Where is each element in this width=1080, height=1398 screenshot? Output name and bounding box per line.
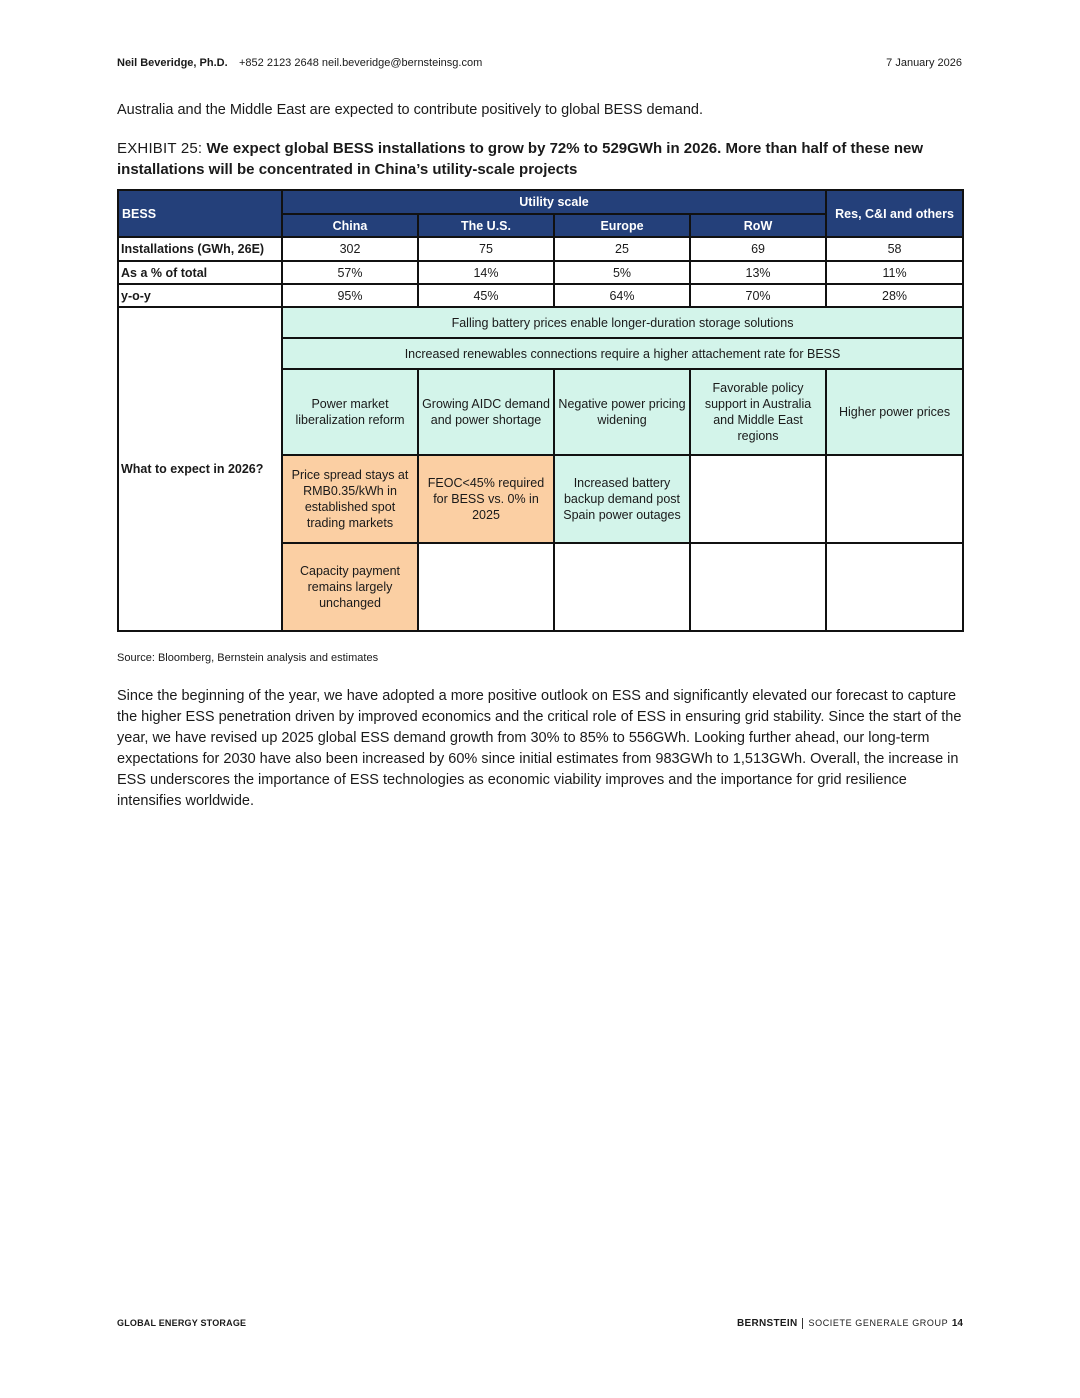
- author-contact[interactable]: +852 2123 2648 neil.beveridge@bernsteinsg.com: [239, 57, 483, 69]
- bess-table: [117, 189, 964, 632]
- col-header-row: RoW: [690, 214, 826, 237]
- table-cell: 75: [418, 237, 554, 261]
- table-corner-header: BESS: [118, 190, 282, 237]
- driver-cell-europe: Increased battery backup demand post Spain power outages: [554, 455, 690, 543]
- empty-cell: [690, 455, 826, 543]
- empty-cell: [826, 543, 963, 631]
- table-cell: 57%: [282, 261, 418, 284]
- table-cell: 95%: [282, 284, 418, 307]
- driver-cell-row: Favorable policy support in Australia and Middle East regions: [690, 369, 826, 455]
- utility-scale-header: Utility scale: [282, 190, 826, 214]
- row-label: Installations (GWh, 26E): [118, 237, 282, 261]
- empty-cell: [826, 455, 963, 543]
- page-number: 14: [951, 1318, 963, 1329]
- source-note: Source: Bloomberg, Bernstein analysis and estimates: [117, 652, 379, 664]
- expect-label: What to expect in 2026?: [118, 307, 282, 631]
- exhibit-label: EXHIBIT 25:: [117, 140, 203, 157]
- bernstein-logo: BERNSTEIN: [737, 1318, 798, 1330]
- table-cell: 70%: [690, 284, 826, 307]
- table-cell: 14%: [418, 261, 554, 284]
- author-name: Neil Beveridge, Ph.D.: [117, 57, 228, 69]
- row-label: y-o-y: [118, 284, 282, 307]
- driver-cell-us: FEOC<45% required for BESS vs. 0% in 2025: [418, 455, 554, 543]
- driver-cell-us: Growing AIDC demand and power shortage: [418, 369, 554, 455]
- table-cell: 302: [282, 237, 418, 261]
- footer-brand-block: [737, 1318, 963, 1329]
- empty-cell: [690, 543, 826, 631]
- report-date: 7 January 2026: [886, 57, 962, 69]
- res-ci-header: Res, C&I and others: [826, 190, 963, 237]
- driver-cell-china: Price spread stays at RMB0.35/kWh in established spot trading markets: [282, 455, 418, 543]
- empty-cell: [418, 543, 554, 631]
- intro-text: Australia and the Middle East are expected to contribute positively to global BESS demand.: [117, 102, 703, 118]
- table-cell: 69: [690, 237, 826, 261]
- driver-cell-europe: Negative power pricing widening: [554, 369, 690, 455]
- page-header: [117, 57, 962, 73]
- footer-group-name: SOCIETE GENERALE GROUP: [808, 1318, 949, 1329]
- exhibit-title: We expect global BESS installations to grow by 72% to 529GWh in 2026. More than half of these new installations will be concentrated in China’s utility-scale projects: [117, 140, 924, 178]
- driver-span-cell: Increased renewables connections require a higher attachement rate for BESS: [282, 338, 963, 369]
- table-cell: 11%: [826, 261, 963, 284]
- footer-divider: [802, 1318, 803, 1329]
- table-cell: 5%: [554, 261, 690, 284]
- col-header-europe: Europe: [554, 214, 690, 237]
- driver-span-cell: Falling battery prices enable longer-duration storage solutions: [282, 307, 963, 338]
- empty-cell: [554, 543, 690, 631]
- col-header-china: China: [282, 214, 418, 237]
- table-row: [118, 284, 963, 307]
- col-header-us: The U.S.: [418, 214, 554, 237]
- table-cell: 13%: [690, 261, 826, 284]
- table-cell: 58: [826, 237, 963, 261]
- row-label: As a % of total: [118, 261, 282, 284]
- table-row: [118, 237, 963, 261]
- exhibit-caption: [117, 138, 967, 180]
- driver-cell-china: Capacity payment remains largely unchanged: [282, 543, 418, 631]
- driver-cell-china: Power market liberalization reform: [282, 369, 418, 455]
- table-cell: 64%: [554, 284, 690, 307]
- table-row: [118, 261, 963, 284]
- driver-cell-res: Higher power prices: [826, 369, 963, 455]
- table-cell: 45%: [418, 284, 554, 307]
- table-cell: 25: [554, 237, 690, 261]
- table-cell: 28%: [826, 284, 963, 307]
- body-paragraph: Since the beginning of the year, we have adopted a more positive outlook on ESS and significantly elevated our forecast to capture the higher ESS penetration driven by improved economics and the critical role of ESS in ensuring grid stability. Since the start of the year, we have revised up 2025 global ESS demand growth from 30% to 85% to 556GWh. Looking further ahead, our long-term expectations for 2030 have also been increased by 60% since initial estimates from 983GWh to 1,513GWh. Overall, the increase in ESS underscores the importance of ESS technologies as economic viability improves and the importance for grid resilience intensifies worldwide.: [117, 688, 962, 809]
- footer-section-title: GLOBAL ENERGY STORAGE: [117, 1318, 247, 1328]
